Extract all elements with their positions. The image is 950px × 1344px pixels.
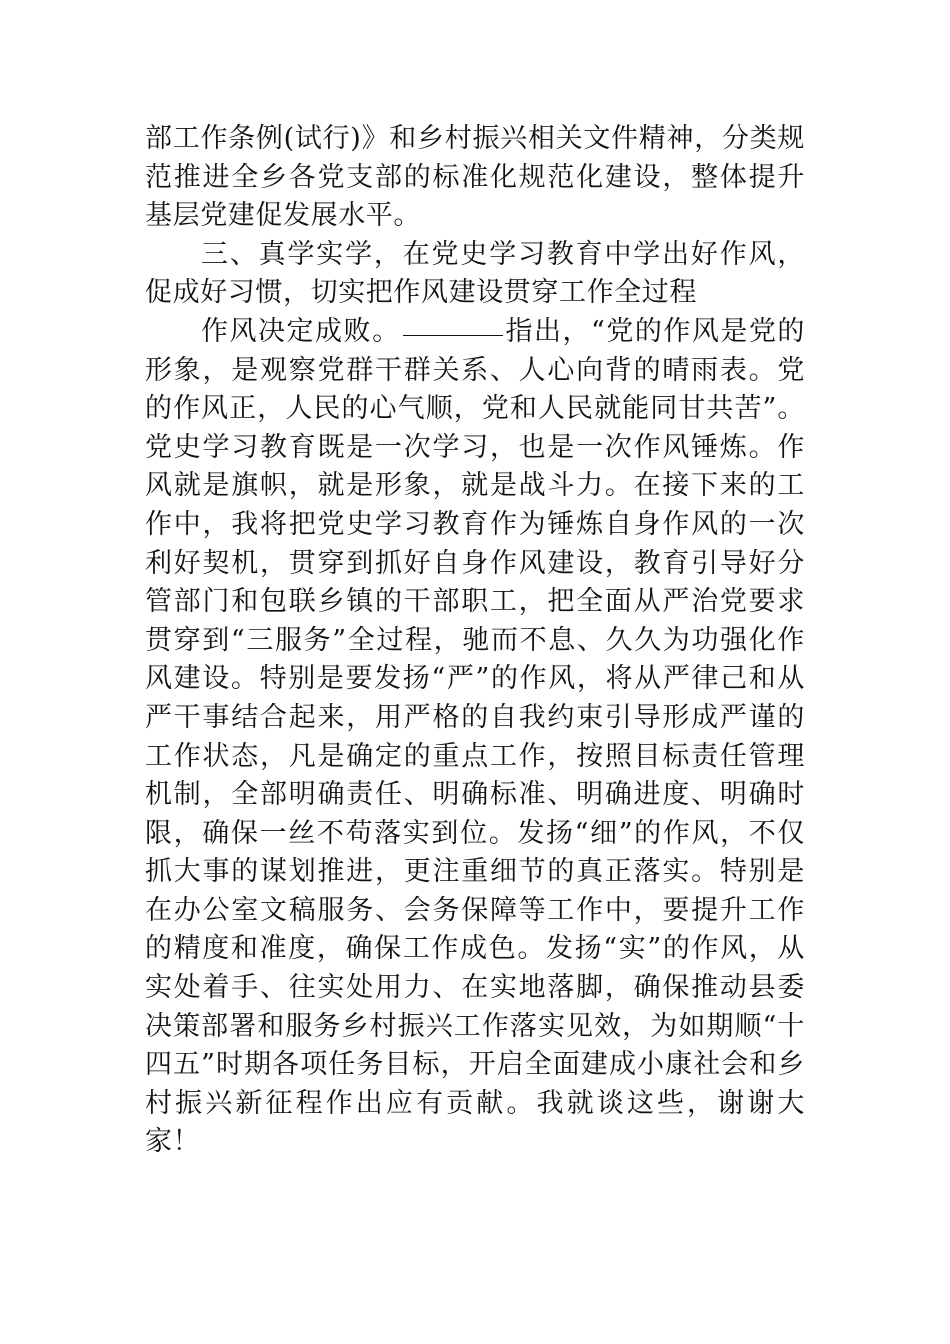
- paragraph-body: [145, 313, 805, 1162]
- document-body: [145, 120, 805, 1162]
- section-heading: 三、真学实学，在党史学习教育中学出好作风，促成好习惯，切实把作风建设贯穿工作全过程: [145, 238, 805, 309]
- blank-underline: [403, 334, 503, 336]
- paragraph-continuation: 部工作条例(试行)》和乡村振兴相关文件精神，分类规范推进全乡各党支部的标准化规范化建设，整体提升基层党建促发展水平。: [145, 123, 805, 232]
- paragraph-text: 指出，“党的作风是党的形象，是观察党群干群关系、人心向背的晴雨表。党的作风正，人民的心气顺，党和人民就能同甘共苦”。党史学习教育既是一次学习，也是一次作风锤炼。作风就是旗帜，就是形象，就是战斗力。在接下来的工作中，我将把党史学习教育作为锤炼自身作风的一次利好契机，贯穿到抓好自身作风建设，教育引导好分管部门和包联乡镇的干部职工，把全面从严治党要求贯穿到“三服务”全过程，驰而不息、久久为功强化作风建设。特别是要发扬“严”的作风，将从严律己和从严干事结合起来，用严格的自我约束引导形成严谨的工作状态，凡是确定的重点工作，按照目标责任管理机制，全部明确责任、明确标准、明确进度、明确时限，确保一丝不苟落实到位。发扬“细”的作风，不仅抓大事的谋划推进，更注重细节的真正落实。特别是在办公室文稿服务、会务保障等工作中，要提升工作的精度和准度，确保工作成色。发扬“实”的作风，从实处着手、往实处用力、在实地落脚，确保推动县委决策部署和服务乡村振兴工作落实见效，为如期顺“十四五”时期各项任务目标，开启全面建成小康社会和乡村振兴新征程作出应有贡献。我就谈这些，谢谢大家！: [145, 315, 805, 1158]
- paragraph-lead: 作风决定成败。: [201, 315, 401, 347]
